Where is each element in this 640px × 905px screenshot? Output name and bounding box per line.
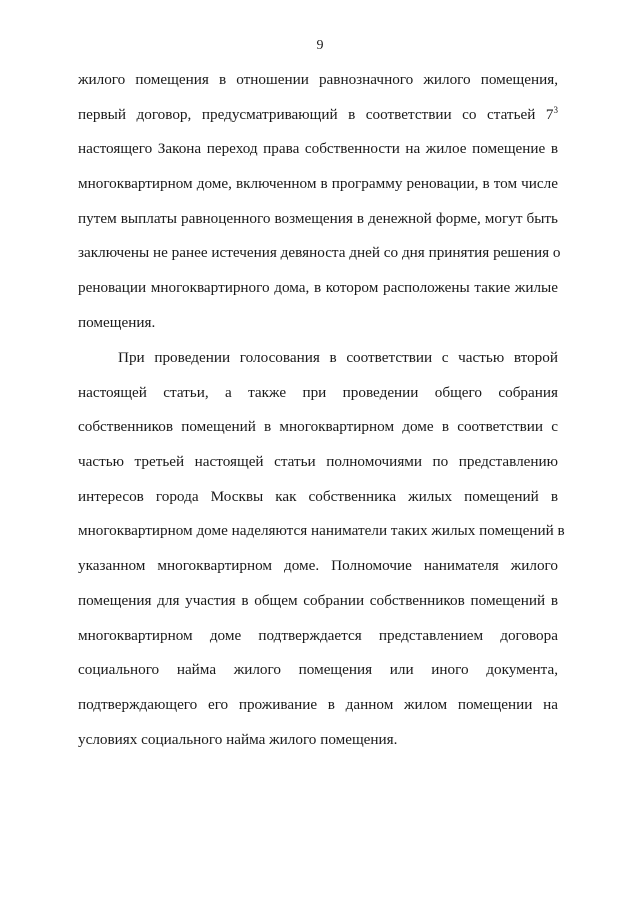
paragraph-2-line: помещения для участия в общем собрании собственников помещений в: [78, 591, 558, 609]
paragraph-1-line: многоквартирном доме, включенном в программу реновации, в том числе: [78, 175, 558, 193]
paragraph-2-line: указанном многоквартирном доме. Полномочие нанимателя жилого: [78, 557, 558, 575]
paragraph-2-line: социального найма жилого помещения или иного документа,: [78, 661, 558, 679]
paragraph-1-line-with-superscript: [78, 98, 558, 133]
paragraph-2-line: подтверждающего его проживание в данном жилом помещении на: [78, 695, 558, 713]
paragraph-2-line: интересов города Москвы как собственника жилых помещений в: [78, 487, 558, 505]
paragraph-1-line: путем выплаты равноценного возмещения в денежной форме, могут быть: [78, 209, 558, 227]
paragraph-2-line: собственников помещений в многоквартирном доме в соответствии с: [78, 418, 558, 436]
article-superscript: 3: [553, 104, 558, 115]
paragraph-2-line: многоквартирном доме подтверждается представлением договора: [78, 626, 558, 644]
paragraph-2-line: многоквартирном доме наделяются наниматели таких жилых помещений в: [78, 522, 565, 540]
paragraph-1-line: заключены не ранее истечения девяноста дней со дня принятия решения о: [78, 244, 561, 262]
paragraph-2-line: настоящей статьи, а также при проведении общего собрания: [78, 383, 558, 401]
paragraph-1-line-text: первый договор, предусматривающий в соответствии со статьей 7: [78, 105, 554, 123]
paragraph-1-line: помещения.: [78, 313, 156, 331]
paragraph-1-line: настоящего Закона переход права собственности на жилое помещение в: [78, 140, 558, 158]
paragraph-2: [78, 341, 565, 757]
paragraph-1-line: жилого помещения в отношении равнозначного жилого помещения,: [78, 71, 558, 88]
paragraph-2-line: При проведении голосования в соответствии с частью второй: [118, 349, 558, 366]
paragraph-2-line: условиях социального найма жилого помещения.: [78, 730, 398, 748]
page-number: 9: [316, 38, 324, 53]
paragraph-1: [78, 63, 561, 341]
paragraph-1-line: реновации многоквартирного дома, в котором расположены такие жилые: [78, 279, 558, 297]
paragraph-2-line: частью третьей настоящей статьи полномочиями по представлению: [78, 453, 558, 471]
